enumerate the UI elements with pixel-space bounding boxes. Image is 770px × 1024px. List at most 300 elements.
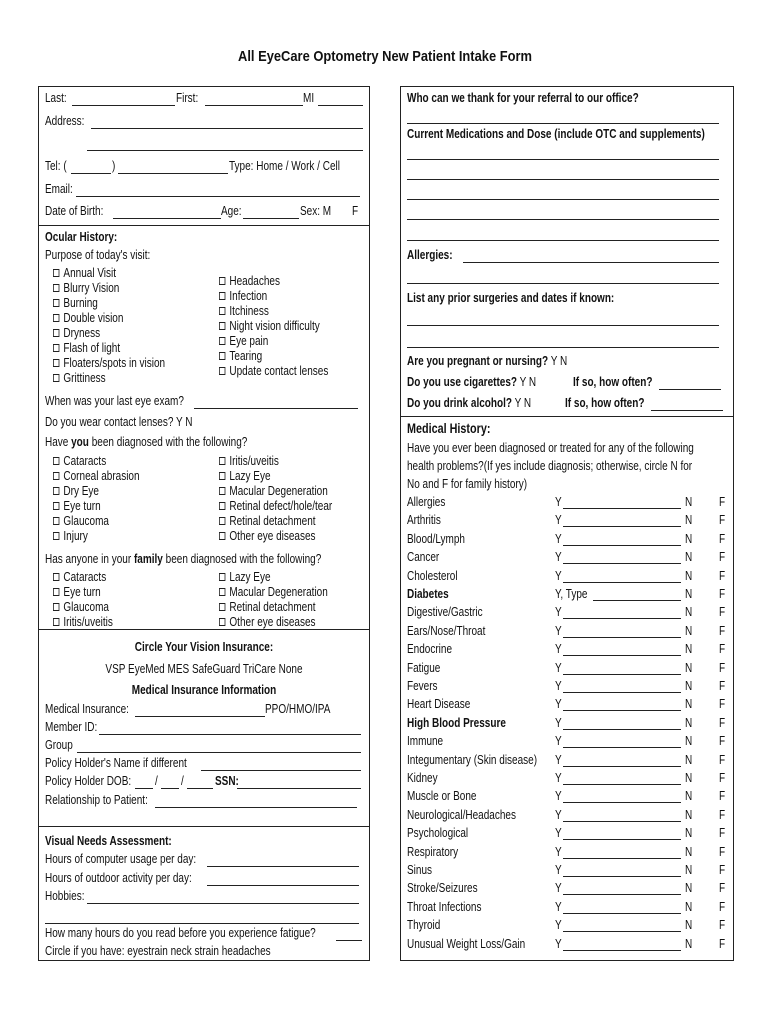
medications-field-1[interactable] <box>407 159 719 160</box>
checkbox-icon[interactable] <box>53 314 59 322</box>
tel-area-field[interactable] <box>71 173 111 174</box>
condition-no[interactable]: N <box>685 697 693 712</box>
medications-field-2[interactable] <box>407 179 719 180</box>
diagnosis-item[interactable] <box>53 499 101 514</box>
condition-yes[interactable]: Y <box>555 679 562 693</box>
cigarettes-often-field[interactable] <box>659 389 721 390</box>
diagnosis-item[interactable] <box>219 514 316 529</box>
purpose-item[interactable] <box>219 334 268 349</box>
checkbox-icon[interactable] <box>53 299 59 307</box>
condition-family[interactable]: F <box>719 863 726 877</box>
purpose-item[interactable] <box>219 364 328 379</box>
condition-detail-field[interactable] <box>563 655 681 656</box>
condition-yes[interactable]: Y <box>555 513 562 528</box>
condition-name: Cholesterol <box>407 568 458 583</box>
condition-no[interactable]: N <box>685 863 693 877</box>
checkbox-icon[interactable] <box>53 344 59 352</box>
condition-no[interactable]: N <box>685 752 693 767</box>
address-field-2[interactable] <box>87 150 363 151</box>
checkbox-icon[interactable] <box>53 573 59 581</box>
condition-yes[interactable]: Y <box>555 697 562 712</box>
purpose-item[interactable] <box>219 274 280 289</box>
condition-no[interactable]: N <box>685 844 693 859</box>
condition-no[interactable]: N <box>685 623 693 638</box>
purpose-item[interactable] <box>219 304 269 319</box>
condition-detail-field[interactable] <box>563 747 681 748</box>
cigarettes-often-label: If so, how often? <box>573 375 653 389</box>
checkbox-icon[interactable] <box>219 532 225 540</box>
diagnosis-item[interactable] <box>219 484 328 499</box>
diagnosed-label: Have you been diagnosed with the following? <box>45 435 248 449</box>
condition-no[interactable]: N <box>685 899 693 914</box>
first-field[interactable] <box>205 105 303 106</box>
condition-yes[interactable]: Y <box>555 789 562 804</box>
condition-row <box>407 808 727 823</box>
condition-family[interactable]: F <box>719 715 726 730</box>
last-field[interactable] <box>72 105 175 106</box>
computer-usage-field[interactable] <box>207 866 359 867</box>
purpose-label: Night vision difficulty <box>229 319 320 333</box>
checkbox-icon[interactable] <box>219 573 225 581</box>
condition-name: Fevers <box>407 679 438 693</box>
condition-detail-field[interactable] <box>563 545 681 546</box>
surgeries-field-2[interactable] <box>407 347 719 348</box>
condition-yes[interactable]: Y <box>555 844 562 859</box>
diagnosis-label: Glaucoma <box>63 514 109 528</box>
condition-family[interactable]: F <box>719 605 726 620</box>
condition-no[interactable]: N <box>685 660 693 675</box>
family-diagnosis-item[interactable] <box>53 570 106 585</box>
checkbox-icon[interactable] <box>219 472 225 480</box>
diagnosis-label: Corneal abrasion <box>63 469 140 483</box>
condition-no[interactable]: N <box>685 587 693 601</box>
purpose-label: Grittiness <box>63 371 106 385</box>
medications-field-5[interactable] <box>407 240 719 241</box>
family-diagnosis-item[interactable] <box>53 600 109 615</box>
condition-row <box>407 679 727 694</box>
medical-intro-1: Have you ever been diagnosed or treated for any of the following <box>407 441 694 455</box>
diagnosis-label: Cataracts <box>63 454 107 468</box>
condition-row <box>407 605 727 620</box>
condition-name: Fatigue <box>407 660 441 675</box>
condition-yes[interactable]: Y <box>555 734 562 749</box>
dob-slash-1: / <box>155 774 158 788</box>
demographics-box <box>38 86 370 226</box>
condition-name: Neurological/Headaches <box>407 807 516 822</box>
condition-no[interactable]: N <box>685 936 693 951</box>
checkbox-icon[interactable] <box>219 352 225 360</box>
history-box <box>400 86 734 417</box>
diagnosis-label: Eye turn <box>63 499 101 513</box>
cigarettes-question: Do you use cigarettes? Y N <box>407 375 537 389</box>
condition-yes[interactable]: Y <box>555 568 562 583</box>
condition-no[interactable]: N <box>685 642 693 657</box>
condition-detail-field[interactable] <box>563 637 681 638</box>
condition-yes[interactable]: Y <box>555 863 562 877</box>
condition-family[interactable]: F <box>719 789 726 804</box>
checkbox-icon[interactable] <box>219 367 225 375</box>
condition-family[interactable]: F <box>719 844 726 859</box>
checkbox-icon[interactable] <box>53 457 59 465</box>
condition-detail-field[interactable] <box>593 600 681 601</box>
condition-name: Sinus <box>407 863 433 877</box>
diagnosis-item[interactable] <box>53 484 99 499</box>
purpose-item[interactable] <box>53 371 106 386</box>
dob-slash-2: / <box>181 774 184 788</box>
holder-dob-year[interactable] <box>187 788 213 789</box>
condition-no[interactable]: N <box>685 918 693 933</box>
diagnosis-item[interactable] <box>219 499 332 514</box>
condition-detail-field[interactable] <box>563 784 681 785</box>
purpose-item[interactable] <box>53 326 100 341</box>
condition-yes[interactable]: Y <box>555 936 562 951</box>
condition-yes[interactable]: Y <box>555 807 562 822</box>
condition-family[interactable]: F <box>719 697 726 712</box>
condition-name: Ears/Nose/Throat <box>407 623 486 638</box>
condition-yes[interactable]: Y <box>555 605 562 620</box>
family-diagnosis-item[interactable] <box>219 600 316 615</box>
medications-field-4[interactable] <box>407 219 719 220</box>
condition-detail-field[interactable] <box>563 508 681 509</box>
condition-detail-field[interactable] <box>563 526 681 527</box>
condition-no[interactable]: N <box>685 807 693 822</box>
diagnosis-item[interactable] <box>53 514 109 529</box>
relationship-field[interactable] <box>155 807 357 808</box>
condition-detail-field[interactable] <box>563 766 681 767</box>
condition-name: High Blood Pressure <box>407 715 506 730</box>
holder-dob-month[interactable] <box>135 788 153 789</box>
policy-holder-dob-label: Policy Holder DOB: <box>45 774 132 788</box>
group-field[interactable] <box>77 752 361 753</box>
condition-detail-field[interactable] <box>563 858 681 859</box>
condition-name: Heart Disease <box>407 697 471 712</box>
member-id-field[interactable] <box>99 734 361 735</box>
condition-yes[interactable]: Y <box>555 715 562 730</box>
group-label: Group <box>45 738 73 752</box>
condition-family[interactable]: F <box>719 531 726 546</box>
condition-detail-field[interactable] <box>563 931 681 932</box>
medical-insurance-field[interactable] <box>135 716 265 717</box>
outdoor-activity-field[interactable] <box>207 885 359 886</box>
condition-row <box>407 845 727 860</box>
condition-yes[interactable]: Y <box>555 899 562 914</box>
condition-no[interactable]: N <box>685 605 693 620</box>
condition-family[interactable]: F <box>719 899 726 914</box>
condition-yes[interactable]: Y <box>555 752 562 767</box>
purpose-label: Blurry Vision <box>63 281 120 295</box>
family-diagnosis-item[interactable] <box>219 585 328 600</box>
condition-yes[interactable]: Y <box>555 642 562 657</box>
purpose-label: Dryness <box>63 326 101 340</box>
checkbox-icon[interactable] <box>53 269 59 277</box>
checkbox-icon[interactable] <box>53 588 59 596</box>
sex-label: Sex: M <box>300 204 332 218</box>
address-field-1[interactable] <box>91 128 363 129</box>
condition-family[interactable]: F <box>719 936 726 951</box>
condition-detail-field[interactable] <box>563 563 681 564</box>
member-id-label: Member ID: <box>45 720 98 734</box>
diagnosis-item[interactable] <box>219 469 271 484</box>
condition-yes[interactable]: Y, Type <box>555 587 588 601</box>
checkbox-icon[interactable] <box>53 517 59 525</box>
mi-field[interactable] <box>318 105 363 106</box>
condition-detail-field[interactable] <box>563 913 681 914</box>
hobbies-field-1[interactable] <box>87 903 359 904</box>
condition-row <box>407 550 727 565</box>
condition-row <box>407 753 727 768</box>
condition-detail-field[interactable] <box>563 839 681 840</box>
condition-family[interactable]: F <box>719 826 726 841</box>
condition-family[interactable]: F <box>719 587 726 601</box>
fatigue-field[interactable] <box>336 940 362 941</box>
checkbox-icon[interactable] <box>219 292 225 300</box>
condition-detail-field[interactable] <box>563 674 681 675</box>
condition-row <box>407 863 727 878</box>
diagnosis-label: Injury <box>63 529 88 543</box>
condition-yes[interactable]: Y <box>555 495 562 509</box>
medical-insurance-label: Medical Insurance: <box>45 702 129 716</box>
condition-name: Stroke/Seizures <box>407 881 478 896</box>
checkbox-icon[interactable] <box>219 457 225 465</box>
family-diagnosis-item[interactable] <box>219 570 271 585</box>
purpose-item[interactable] <box>53 311 123 326</box>
condition-detail-field[interactable] <box>563 876 681 877</box>
checkbox-icon[interactable] <box>53 374 59 382</box>
checkbox-icon[interactable] <box>219 337 225 345</box>
purpose-label: Burning <box>63 296 98 310</box>
dob-label: Date of Birth: <box>45 204 104 218</box>
medical-history-box <box>400 416 734 961</box>
diagnosis-item[interactable] <box>53 529 88 544</box>
hobbies-field-2[interactable] <box>45 923 359 924</box>
checkbox-icon[interactable] <box>219 588 225 596</box>
condition-name: Respiratory <box>407 844 459 859</box>
condition-no[interactable]: N <box>685 734 693 749</box>
condition-name: Allergies <box>407 495 446 509</box>
condition-family[interactable]: F <box>719 881 726 896</box>
condition-row <box>407 918 727 933</box>
checkbox-icon[interactable] <box>53 329 59 337</box>
condition-detail-field[interactable] <box>563 802 681 803</box>
age-field[interactable] <box>243 218 299 219</box>
condition-row <box>407 532 727 547</box>
condition-family[interactable]: F <box>719 623 726 638</box>
medical-intro-3: No and F for family history) <box>407 477 528 491</box>
checkbox-icon[interactable] <box>53 487 59 495</box>
dob-field[interactable] <box>113 218 221 219</box>
condition-no[interactable]: N <box>685 789 693 804</box>
allergies-field-2[interactable] <box>407 283 719 284</box>
condition-row <box>407 900 727 915</box>
condition-row <box>407 642 727 657</box>
divider <box>39 826 369 827</box>
purpose-label: Purpose of today's visit: <box>45 248 151 262</box>
checkbox-icon[interactable] <box>53 472 59 480</box>
purpose-item[interactable] <box>53 296 98 311</box>
purpose-label: Floaters/spots in vision <box>63 356 166 370</box>
referral-field[interactable] <box>407 123 719 124</box>
checkbox-icon[interactable] <box>53 359 59 367</box>
condition-no[interactable]: N <box>685 715 693 730</box>
checkbox-icon[interactable] <box>219 603 225 611</box>
purpose-item[interactable] <box>53 281 119 296</box>
condition-no[interactable]: N <box>685 679 693 693</box>
medical-intro-2: health problems?(If yes include diagnosis; otherwise, circle N for <box>407 459 693 473</box>
condition-yes[interactable]: Y <box>555 531 562 546</box>
hobbies-label: Hobbies: <box>45 889 85 903</box>
condition-family[interactable]: F <box>719 550 726 565</box>
holder-dob-day[interactable] <box>161 788 179 789</box>
visual-needs-title: Visual Needs Assessment: <box>45 834 172 848</box>
purpose-item[interactable] <box>219 289 267 304</box>
condition-name: Arthritis <box>407 513 441 528</box>
condition-detail-field[interactable] <box>563 618 681 619</box>
last-exam-label: When was your last eye exam? <box>45 394 184 408</box>
purpose-item[interactable] <box>53 356 165 371</box>
condition-family[interactable]: F <box>719 660 726 675</box>
condition-no[interactable]: N <box>685 771 693 785</box>
condition-yes[interactable]: Y <box>555 550 562 565</box>
surgeries-field-1[interactable] <box>407 325 719 326</box>
condition-yes[interactable]: Y <box>555 826 562 841</box>
circle-symptoms-label[interactable]: Circle if you have: eyestrain neck strain headaches <box>45 944 271 958</box>
checkbox-icon[interactable] <box>219 487 225 495</box>
condition-detail-field[interactable] <box>563 710 681 711</box>
condition-family[interactable]: F <box>719 807 726 822</box>
condition-no[interactable]: N <box>685 513 693 528</box>
condition-name: Psychological <box>407 826 469 841</box>
tel-label: Tel: ( <box>45 159 67 173</box>
condition-family[interactable]: F <box>719 734 726 749</box>
vision-insurance-options[interactable]: VSP EyeMed MES SafeGuard TriCare None <box>105 662 303 676</box>
alcohol-often-field[interactable] <box>651 410 723 411</box>
checkbox-icon[interactable] <box>219 322 225 330</box>
condition-family[interactable]: F <box>719 752 726 767</box>
fatigue-label: How many hours do you read before you experience fatigue? <box>45 926 316 940</box>
allergies-label: Allergies: <box>407 248 453 262</box>
family-diagnosis-label: Macular Degeneration <box>229 585 328 599</box>
diagnosis-item[interactable] <box>219 529 316 544</box>
condition-yes[interactable]: Y <box>555 623 562 638</box>
checkbox-icon[interactable] <box>53 618 59 626</box>
medications-field-3[interactable] <box>407 199 719 200</box>
diagnosis-label: Macular Degeneration <box>229 484 328 498</box>
checkbox-icon[interactable] <box>53 532 59 540</box>
ssn-field[interactable] <box>237 788 361 789</box>
condition-family[interactable]: F <box>719 568 726 583</box>
condition-yes[interactable]: Y <box>555 771 562 785</box>
checkbox-icon[interactable] <box>53 502 59 510</box>
condition-row <box>407 937 727 952</box>
condition-row <box>407 495 727 510</box>
family-diagnosis-item[interactable] <box>53 615 113 630</box>
alcohol-often-label: If so, how often? <box>565 396 645 410</box>
diagnosis-label: Retinal defect/hole/tear <box>229 499 333 513</box>
diagnosis-label: Dry Eye <box>63 484 99 498</box>
contacts-label: Do you wear contact lenses? Y N <box>45 415 193 429</box>
condition-family[interactable]: F <box>719 513 726 528</box>
condition-yes[interactable]: Y <box>555 918 562 933</box>
condition-name: Diabetes <box>407 587 449 601</box>
last-exam-field[interactable] <box>194 408 358 409</box>
condition-family[interactable]: F <box>719 495 726 509</box>
condition-row <box>407 789 727 804</box>
policy-holder-label: Policy Holder's Name if different <box>45 756 187 770</box>
condition-yes[interactable]: Y <box>555 660 562 675</box>
condition-detail-field[interactable] <box>563 582 681 583</box>
checkbox-icon[interactable] <box>219 502 225 510</box>
condition-detail-field[interactable] <box>563 729 681 730</box>
condition-no[interactable]: N <box>685 826 693 841</box>
diagnosis-item[interactable] <box>53 454 106 469</box>
checkbox-icon[interactable] <box>53 603 59 611</box>
condition-detail-field[interactable] <box>563 821 681 822</box>
checkbox-icon[interactable] <box>219 307 225 315</box>
condition-detail-field[interactable] <box>563 692 681 693</box>
condition-name: Integumentary (Skin disease) <box>407 752 538 767</box>
condition-family[interactable]: F <box>719 918 726 933</box>
condition-no[interactable]: N <box>685 568 693 583</box>
purpose-item[interactable] <box>219 319 320 334</box>
allergies-field-1[interactable] <box>463 262 719 263</box>
condition-family[interactable]: F <box>719 642 726 657</box>
purpose-label: Headaches <box>229 274 280 288</box>
condition-yes[interactable]: Y <box>555 881 562 896</box>
ssn-label: SSN: <box>215 774 239 788</box>
condition-row <box>407 881 727 896</box>
outdoor-activity-label: Hours of outdoor activity per day: <box>45 871 192 885</box>
diagnosis-item[interactable] <box>53 469 140 484</box>
purpose-label: Tearing <box>229 349 263 363</box>
vision-insurance-title: Circle Your Vision Insurance: <box>134 640 274 654</box>
family-diagnosis-label: Iritis/uveitis <box>63 615 113 629</box>
medical-insurance-title: Medical Insurance Information <box>131 683 277 697</box>
address-label: Address: <box>45 114 85 128</box>
email-field[interactable] <box>76 196 360 197</box>
purpose-item[interactable] <box>219 349 262 364</box>
purpose-item[interactable] <box>53 341 120 356</box>
sex-f: F <box>352 204 359 218</box>
checkbox-icon[interactable] <box>53 284 59 292</box>
diagnosis-item[interactable] <box>219 454 279 469</box>
tel-field[interactable] <box>118 173 228 174</box>
condition-no[interactable]: N <box>685 550 693 565</box>
family-diagnosis-item[interactable] <box>53 585 101 600</box>
condition-family[interactable]: F <box>719 679 726 693</box>
checkbox-icon[interactable] <box>219 618 225 626</box>
condition-name: Immune <box>407 734 444 749</box>
condition-detail-field[interactable] <box>563 950 681 951</box>
condition-detail-field[interactable] <box>563 894 681 895</box>
checkbox-icon[interactable] <box>219 277 225 285</box>
condition-no[interactable]: N <box>685 531 693 546</box>
purpose-label: Annual Visit <box>63 266 117 280</box>
family-diagnosis-item[interactable] <box>219 615 316 630</box>
form-title: All EyeCare Optometry New Patient Intake Form <box>238 48 532 65</box>
checkbox-icon[interactable] <box>219 517 225 525</box>
purpose-item[interactable] <box>53 266 116 281</box>
diagnosis-label: Retinal detachment <box>229 514 316 528</box>
condition-family[interactable]: F <box>719 771 726 785</box>
condition-no[interactable]: N <box>685 881 693 896</box>
purpose-label: Flash of light <box>63 341 121 355</box>
family-diagnosis-label: Eye turn <box>63 585 101 599</box>
divider <box>39 629 369 630</box>
condition-row <box>407 734 727 749</box>
condition-no[interactable]: N <box>685 495 693 509</box>
policy-holder-field[interactable] <box>201 770 361 771</box>
tel-close: ) <box>112 159 116 173</box>
